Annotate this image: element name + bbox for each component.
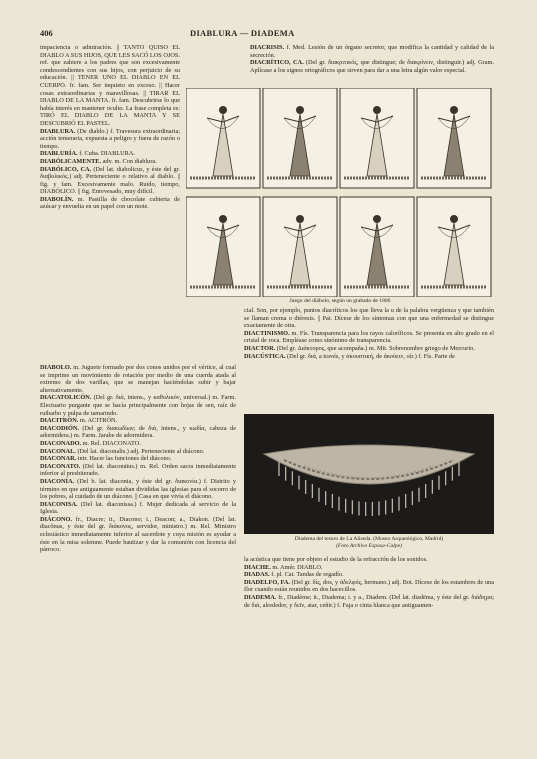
entry-headword: DIABLURA. — [40, 127, 76, 135]
dictionary-entry — [40, 440, 236, 448]
right-column-lower — [244, 556, 494, 676]
figure-head — [373, 215, 381, 223]
diadem-caption — [244, 536, 494, 549]
dictionary-entry — [244, 594, 494, 609]
entry-definition: m. Amér. DIABLO. — [270, 563, 323, 571]
entry-definition: (Del gr. διακωδίων; de διά, intens., y κωδία, cabeza de adormidera.) m. Farm. Jarabe de adormidera. — [40, 424, 236, 440]
dictionary-entry — [40, 478, 236, 501]
entry-definition: (Del b. lat. diaconia, y éste del gr. διακονία.) f. Distrito y término en que antiguamente estaban divididas las iglesias para el socorro de los pobres, al cuidado de un diácono. || Casa en que vivía el diácono. — [40, 477, 236, 501]
entry-headword: DIABÓLICO, CA. — [40, 165, 92, 173]
dictionary-entry — [40, 516, 236, 554]
dictionary-entry — [40, 425, 236, 440]
entry-headword: DIACODIÓN. — [40, 424, 80, 432]
figure-head — [296, 106, 304, 114]
continuation-text-right-2: la acústica que tiene por objeto el estudio de la refracción de los sonidos. — [244, 556, 428, 563]
dictionary-entry — [40, 417, 236, 425]
dictionary-entry — [40, 128, 180, 151]
entry-definition: f. Cuba. DIABLURA. — [77, 150, 135, 158]
dictionary-entry — [40, 196, 180, 211]
entries-left-1 — [40, 128, 180, 212]
entry-definition: (Del lat. diaconissa.) f. Mujer dedicada al servicio de la Iglesia. — [40, 500, 236, 516]
entry-headword: DIACRÍTICO, CA. — [250, 59, 304, 67]
entry-definition: (Del gr. διακριτικός, que distingue; de διακρίνειν, distinguir.) adj. Gram. Aplícase a los signos ortográficos que sirven para dar a una letra algún valor especial. — [250, 59, 494, 74]
engraving-panels — [186, 88, 493, 297]
dictionary-entry — [40, 463, 236, 478]
diadem-image — [244, 414, 494, 534]
engraving-caption: Juego del diábolo, según un grabado de 1806 — [289, 298, 391, 304]
dictionary-entry — [244, 330, 494, 345]
entry-headword: DIABLURÍA. — [40, 150, 78, 158]
dictionary-entry — [40, 364, 236, 394]
figure-head — [219, 215, 227, 223]
entry-definition: (Del gr. διά, intens., y καθολικόν, universal.) m. Farm. Electuario purgante que se hacía principalmente con hojas de sen, raíz de ruibarbo y pulpa de tamarindo. — [40, 394, 236, 417]
figure-head — [450, 215, 458, 223]
entry-definition: (De diablo.) f. Travesura extraordinaria; acción temeraria, expuesta a peligro y fuera de razón o tiempo. — [40, 127, 180, 150]
entry-headword: DIABOLÍN. — [40, 195, 74, 203]
dictionary-entry — [244, 345, 494, 353]
entry-headword: DIACTINISMO. — [244, 329, 290, 337]
entry-headword: DIADEMA. — [244, 593, 277, 601]
entry-headword: DIÁCONO. — [40, 515, 73, 523]
dictionary-entry — [250, 44, 494, 59]
entry-definition: m. Fís. Transparencia para los rayos caloríficos. Se presenta en alto grado en el cristal de roca. Empléase como sinónimo de transparencia. — [244, 329, 494, 345]
dictionary-entry — [40, 158, 180, 166]
entry-definition: m. ACITRÓN. — [78, 417, 118, 425]
entry-definition: (Del lat. diabolicus, y éste del gr. διαβολικός.) adj. Perteneciente o relativo al diablo. || fig. y fam. Excesivamente malo. Ruido, tiempo, DIABÓLICO. || fig. Enrevesado, muy difícil. — [40, 165, 180, 196]
entry-headword: DIABÓLICAMENTE. — [40, 157, 102, 165]
entry-definition: m. Juguete formado por dos conos unidos por el vértice, al cual se imprime un movimiento de rotación por medio de una cuerda atada al extremo de dos varillas, que se manejan haciéndolas subir y bajar alternativamente. — [40, 364, 236, 394]
dictionary-entry — [40, 501, 236, 516]
continuation-text-right: cial. Son, por ejemplo, puntos diacríticos los que lleva la u de la palabra vergüenza y que también se llaman crema o diéresis. || Pat. Dícese de los síntomas con que una enfermedad se distingue exactamente de otra. — [244, 307, 494, 330]
entry-headword: DIACONÍA. — [40, 477, 75, 485]
diadem-photo — [244, 414, 494, 534]
entry-headword: DIACHE. — [244, 563, 271, 571]
entry-headword: DIACONISA. — [40, 500, 78, 508]
figure-head — [296, 215, 304, 223]
diadem-caption-line-1: Diadema del tesoro de La Aliseda. (Museo Arqueológico, Madrid) — [294, 536, 444, 542]
entry-headword: DIACATOLICÓN. — [40, 394, 92, 402]
entry-headword: DIADAS. — [244, 571, 270, 579]
figure-head — [373, 106, 381, 114]
dictionary-entry — [40, 455, 236, 463]
entry-definition: fr., Diacre; it., Diacono; i., Deacon; a., Diakon. (Del lat. diacŏnus, y éste del gr. διάκονος, servidor, ministro.) m. Rel. Ministro eclesiástico inmediatamente inferior al sacerdote y cuya misión es ayudar a éste en la misa solemne. Puede bautizar y dar la comunión con licencia del párroco. — [40, 515, 236, 554]
entry-headword: DIACONATO. — [40, 462, 81, 470]
entry-headword: DIACÚSTICA. — [244, 352, 286, 360]
dictionary-entry — [40, 448, 236, 456]
figure-head — [450, 106, 458, 114]
page-title: DIABLURA — DIADEMA — [190, 28, 295, 38]
entry-headword: DIACTOR. — [244, 344, 276, 352]
dictionary-entry — [40, 150, 180, 158]
diabolo-engraving — [186, 88, 493, 297]
entry-definition: fr., Diadème; it., Diadema; i. y a., Diadem. (Del lat. diadēma, y éste del gr. διάδημα; de διά, alrededor, y δεῖν, atar, ceñir.) f. Faja o cinta blanca que antiguamen- — [244, 593, 494, 609]
entry-headword: DIACRISIS. — [250, 44, 285, 51]
entry-definition: (Del gr. διά, a través, y ἀκουστική, de ἀκούειν, oír.) f. Fís. Parte de — [285, 352, 455, 360]
dictionary-entry — [244, 571, 494, 579]
page-number: 406 — [40, 28, 53, 38]
entries-right-top — [250, 44, 494, 74]
entry-headword: DIÁBOLO. — [40, 364, 72, 371]
entry-definition: (Del gr. Διάκτορος, que acompaña.) m. Mit. Sobrenombre griego de Mercurio. — [275, 344, 475, 352]
dictionary-entry — [244, 564, 494, 572]
entry-definition: m. Pastilla de chocolate cubierta de azúcar y envuelta en un papel con un mote. — [40, 195, 180, 211]
dictionary-entry — [244, 353, 494, 361]
entry-definition: (Del lat. diaconalis.) adj. Perteneciente al diácono. — [75, 447, 205, 455]
dictionary-entry — [40, 166, 180, 196]
entry-definition: m. Rel. DIACONATO. — [81, 439, 141, 447]
entry-definition: adv. m. Con diablura. — [101, 157, 157, 165]
dictionary-entry — [244, 579, 494, 594]
page-header — [40, 28, 495, 42]
entry-definition: (Del gr. δίς, dos, y ἀδελφός, hermano.) adj. Bot. Dícese de los estambres de una flor cuando están reunidos en dos hacecillos. — [244, 578, 494, 594]
entries-left-2 — [40, 364, 236, 554]
entry-headword: DIADELFO, FA. — [244, 578, 290, 586]
left-column-lower — [40, 364, 236, 676]
entry-headword: DIACONAL. — [40, 447, 76, 455]
right-column-middle — [244, 307, 494, 412]
entry-headword: DIACONAR. — [40, 455, 77, 463]
entries-right-bottom — [244, 564, 494, 610]
dictionary-entry — [250, 59, 494, 74]
entry-definition: (Del lat. diaconātus.) m. Rel. Orden sacra inmediatamente inferior al presbiterado. — [40, 462, 236, 478]
right-column-upper — [250, 44, 494, 88]
left-column-upper — [40, 44, 180, 364]
entry-definition: intr. Hacer las funciones del diácono. — [76, 455, 172, 463]
entries-right-mid — [244, 330, 494, 360]
entry-definition: f. pl. Cat. Tandas de regadío. — [269, 571, 344, 579]
figure-head — [219, 106, 227, 114]
entry-headword: DIACITRÓN. — [40, 417, 79, 425]
diadem-caption-line-2: (Foto Archivo Espasa-Calpe) — [336, 542, 402, 549]
entry-definition: f. Med. Lesión de un órgano secretor, que modifica la cantidad y calidad de la secreción. — [250, 44, 494, 59]
entry-headword: DIACONADO. — [40, 439, 82, 447]
continuation-text: impaciencia o admiración. || TANTO QUISO EL DIABLO A SUS HIJOS, QUE LES SACÓ LOS OJOS. ref. que zahiere a los padres que son excesivamente condescendientes con sus hijos, con perjuicio de su educación. || TENER UNO EL DIABLO EN EL CUERPO. fr. fam. Ser inquieto en exceso. || Hacer cosas extraordinarias y maravillosas. || TIRAR EL DIABLO DE LA MANTA. fr. fam. Descubrirse lo que había interés en mantener oculto. La frase completa es: TIRÓ EL DIABLO DE LA MANTA Y SE DESCUBRIÓ EL PASTEL. — [40, 44, 180, 127]
dictionary-entry — [40, 394, 236, 417]
